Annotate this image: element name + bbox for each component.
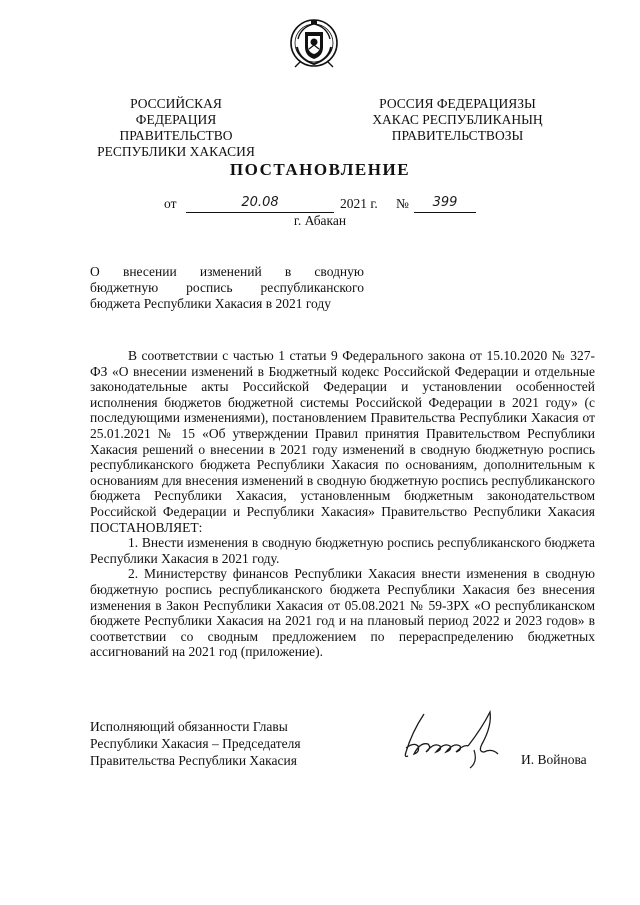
header-left-line: РЕСПУБЛИКИ ХАКАСИЯ	[97, 144, 255, 159]
body-paragraph-preamble: В соответствии с частью 1 статьи 9 Федерального закона от 15.10.2020 № 327-ФЗ «О внесении изменений в Бюджетный кодекс Российской Федерации и отдельные законодательные акты Российской Федерации и установлении особенностей исполнения бюджетов бюджетной системы Российской Федерации в 2021 году» (с последующими изменениями), постановлением Правительства Республики Хакасия от 25.01.2021 № 15 «Об утверждении Правил принятия Правительством Республики Хакасия решений о внесении в 2021 году изменений в сводную бюджетную роспись республиканского бюджета Республики Хакасия по основаниям, дополнительным к основаниям для внесения изменений в сводную бюджетную роспись республиканского бюджета Республики Хакасия, установленным бюджетным законодательством Российской Федерации и Республики Хакасия» Правительство Республики Хакасия ПОСТАНОВЛЯЕТ:	[90, 348, 595, 535]
signatory-position-line: Республики Хакасия – Председателя	[90, 736, 301, 751]
header-right-line: ПРАВИТЕЛЬСТВОЗЫ	[391, 128, 524, 143]
header-right-line: РОССИЯ ФЕДЕРАЦИЯЗЫ	[379, 96, 536, 111]
header-right-block	[365, 96, 550, 144]
date-handwritten: 20.08	[186, 196, 334, 213]
body-paragraph-item-1: 1. Внести изменения в сводную бюджетную роспись республиканского бюджета Республики Хакасия в 2021 году.	[90, 535, 595, 566]
number-handwritten: 399	[414, 196, 476, 213]
header-right-line: ХАКАС РЕСПУБЛИКАНЫҢ	[372, 112, 543, 127]
handwritten-signature	[398, 706, 502, 772]
document-subject	[90, 264, 364, 312]
document-type-title: ПОСТАНОВЛЕНИЕ	[229, 160, 411, 179]
year-label: 2021 г.	[340, 196, 378, 211]
header-left-line: РОССИЙСКАЯ ФЕДЕРАЦИЯ	[130, 96, 222, 127]
subject-line: О внесении изменений в сводную	[90, 264, 364, 279]
signatory-position-line: Исполняющий обязанности Главы	[90, 719, 288, 734]
header-left-block	[90, 96, 262, 160]
number-label: №	[396, 196, 409, 211]
signatory-name: И. Войнова	[521, 752, 587, 767]
body-paragraph-item-2: 2. Министерству финансов Республики Хакасия внести изменения в сводную бюджетную роспись республиканского бюджета Республики Хакасия без внесения изменения в Закон Республики Хакасия от 05.08.2021 № 59-ЗРХ «О республиканском бюджете Республики Хакасия на 2021 год и на плановый период 2022 и 2023 годов» в соответствии со сводным предложением по перераспределению бюджетных ассигнований на 2021 год (приложение).	[90, 566, 595, 660]
subject-line: бюджетную роспись республиканского	[90, 280, 364, 295]
signatory-position-line: Правительства Республики Хакасия	[90, 753, 297, 768]
coat-of-arms-emblem	[289, 17, 339, 71]
date-from-label: от	[164, 196, 177, 211]
subject-line: бюджета Республики Хакасия в 2021 году	[90, 296, 332, 311]
header-left-line: ПРАВИТЕЛЬСТВО	[119, 128, 233, 143]
signatory-position	[90, 718, 330, 769]
city-line: г. Абакан	[293, 213, 347, 228]
document-body	[90, 348, 595, 660]
